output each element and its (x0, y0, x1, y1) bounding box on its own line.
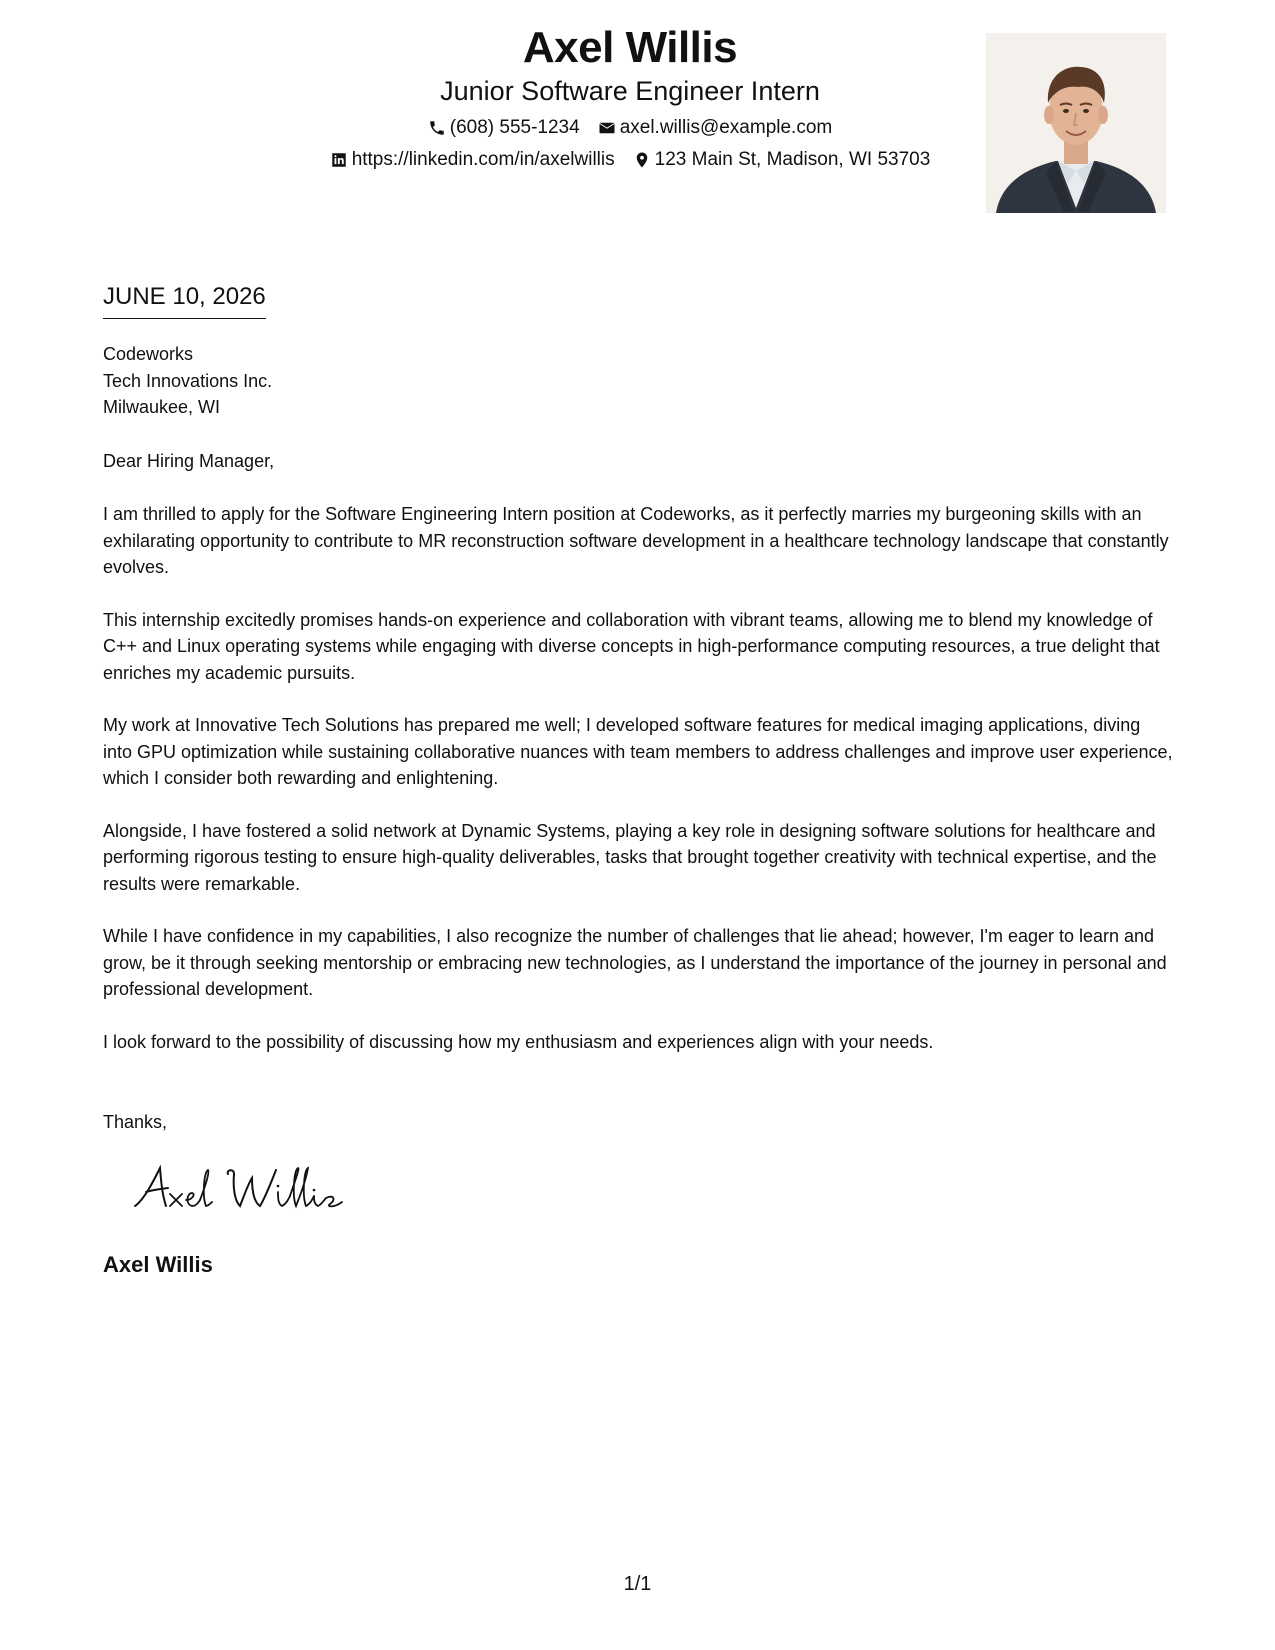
email-contact[interactable] (598, 116, 833, 140)
linkedin-text[interactable]: https://linkedin.com/in/axelwillis (351, 149, 615, 170)
body-paragraph: I am thrilled to apply for the Software Engineering Intern position at Codeworks, as it perfectly marries my burgeoning skills with an exhilarating opportunity to contribute to MR reconstruction software development in a healthcare technology landscape that constantly evolves. (103, 504, 1169, 577)
address-text: 123 Main St, Madison, WI 53703 (654, 149, 931, 170)
profile-photo (986, 33, 1166, 213)
closing: Thanks, (103, 1112, 168, 1132)
phone-text: (608) 555-1234 (449, 117, 580, 138)
body-paragraph: While I have confidence in my capabilities, I also recognize the number of challenges that lie ahead; however, I'm eager to learn and grow, be it through seeking mentorship or embracing new technologies, as I understand the importance of the journey in personal and professional development. (103, 926, 1167, 999)
envelope-icon (598, 119, 616, 137)
phone-contact (428, 116, 580, 140)
letter-date: JUNE 10, 2026 (103, 282, 266, 319)
email-text[interactable]: axel.willis@example.com (619, 117, 833, 138)
body-paragraph: This internship excitedly promises hands-on experience and collaboration with vibrant teams, allowing me to blend my knowledge of C++ and Linux operating systems while engaging with diverse concepts in high-performance computing resources, a true delight that enriches my academic pursuits. (103, 609, 1160, 683)
recipient-location: Milwaukee, WI (103, 397, 221, 417)
linkedin-icon (330, 151, 348, 169)
recipient-organization: Tech Innovations Inc. (103, 370, 273, 391)
recipient-block (103, 341, 272, 421)
salutation: Dear Hiring Manager, (103, 451, 275, 471)
map-pin-icon (633, 151, 651, 169)
letter-header (300, 22, 960, 172)
recipient-company: Codeworks (103, 344, 194, 364)
address-contact (633, 148, 931, 172)
phone-icon (428, 119, 446, 137)
signed-name: Axel Willis (103, 1252, 213, 1277)
linkedin-contact[interactable] (330, 148, 615, 172)
page-number: 1/1 (623, 1573, 652, 1595)
letter-body (103, 501, 1173, 1081)
body-paragraph: Alongside, I have fostered a solid network at Dynamic Systems, playing a key role in designing software solutions for healthcare and performing rigorous testing to ensure high-quality deliverables, tasks that brought together creativity with technical expertise, and the results were remarkable. (103, 820, 1157, 894)
applicant-title: Junior Software Engineer Intern (440, 76, 820, 106)
body-paragraph: I look forward to the possibility of discussing how my enthusiasm and experiences align with your needs. (103, 1031, 934, 1052)
contact-row-2 (300, 148, 960, 172)
body-paragraph: My work at Innovative Tech Solutions has prepared me well; I developed software features for medical imaging applications, diving into GPU optimization while sustaining collaborative nuances with team members to address challenges and improve user experience, which I consider both rewarding and enlightening. (103, 715, 1173, 788)
contact-row-1 (300, 116, 960, 140)
applicant-name: Axel Willis (522, 23, 738, 72)
handwritten-signature (130, 1160, 350, 1220)
